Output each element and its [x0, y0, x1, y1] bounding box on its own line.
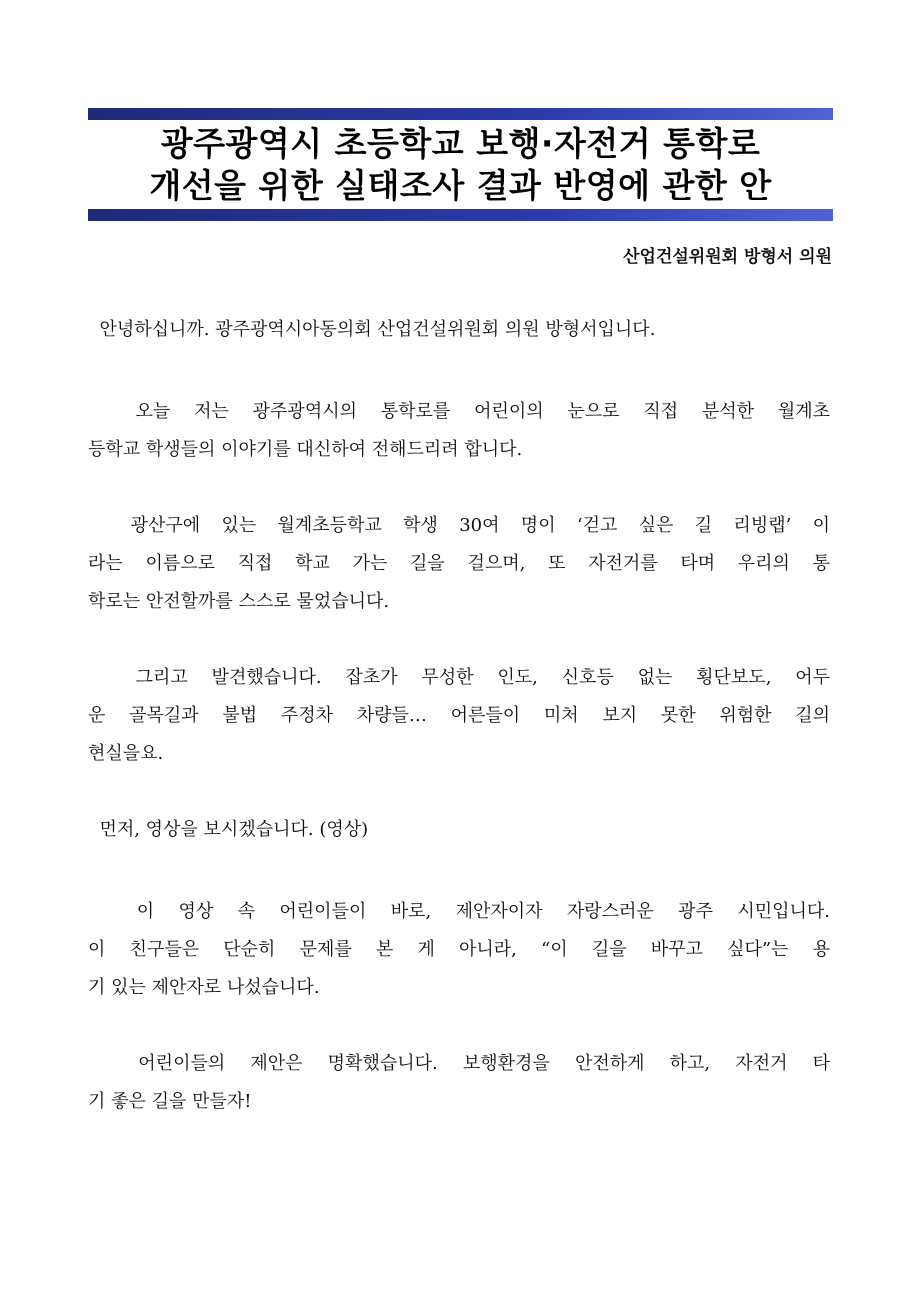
paragraph-line: 기 좋은 길을 만들자!	[88, 1091, 252, 1112]
paragraph-line: 이 영상 속 어린이들이 바로, 제안자이자 자랑스러운 광주 시민입니다.	[88, 901, 830, 922]
paragraph	[88, 811, 830, 849]
title-line-2: 개선을 위한 실태조사 결과 반영에 관한 안	[149, 166, 772, 205]
paragraph-line: 운 골목길과 불법 주정차 차량들… 어른들이 미처 보지 못한 위험한 길의	[88, 705, 830, 726]
paragraph-line: 그리고 발견했습니다. 잡초가 무성한 인도, 신호등 없는 횡단보도, 어두	[88, 667, 830, 688]
title-bottom-bar	[88, 209, 833, 221]
paragraph-line: 오늘 저는 광주광역시의 통학로를 어린이의 눈으로 직접 분석한 월계초	[88, 401, 830, 422]
paragraph-line: 학로는 안전할까를 스스로 물었습니다.	[88, 591, 390, 612]
speaker-name: 산업건설위원회 방형서 의원	[623, 247, 832, 267]
paragraph-line: 안녕하십니까. 광주광역시아동의회 산업건설위원회 의원 방형서입니다.	[88, 319, 656, 340]
document-title	[88, 122, 833, 208]
paragraph	[88, 507, 830, 621]
title-line-1: 광주광역시 초등학교 보행·자전거 통학로	[160, 124, 761, 163]
paragraph-line: 라는 이름으로 직접 학교 가는 길을 걸으며, 또 자전거를 타며 우리의 통	[88, 553, 830, 574]
paragraph	[88, 393, 830, 469]
paragraph-line: 이 친구들은 단순히 문제를 본 게 아니라, “이 길을 바꾸고 싶다”는 용	[88, 939, 830, 960]
title-block	[88, 108, 833, 221]
paragraph	[88, 311, 830, 349]
paragraph-line: 광산구에 있는 월계초등학교 학생 30여 명이 ‘걷고 싶은 길 리빙랩’ 이	[88, 515, 830, 536]
paragraph	[88, 659, 830, 773]
title-top-bar	[88, 108, 833, 120]
paragraph-line: 현실을요.	[88, 743, 164, 764]
paragraph-line: 먼저, 영상을 보시겠습니다. (영상)	[88, 819, 369, 840]
paragraph	[88, 893, 830, 1007]
paragraph-line: 기 있는 제안자로 나섰습니다.	[88, 977, 320, 998]
paragraph-line: 등학교 학생들의 이야기를 대신하여 전해드리려 합니다.	[88, 439, 523, 460]
paragraph	[88, 1045, 830, 1121]
paragraph-line: 어린이들의 제안은 명확했습니다. 보행환경을 안전하게 하고, 자전거 타	[88, 1053, 830, 1074]
